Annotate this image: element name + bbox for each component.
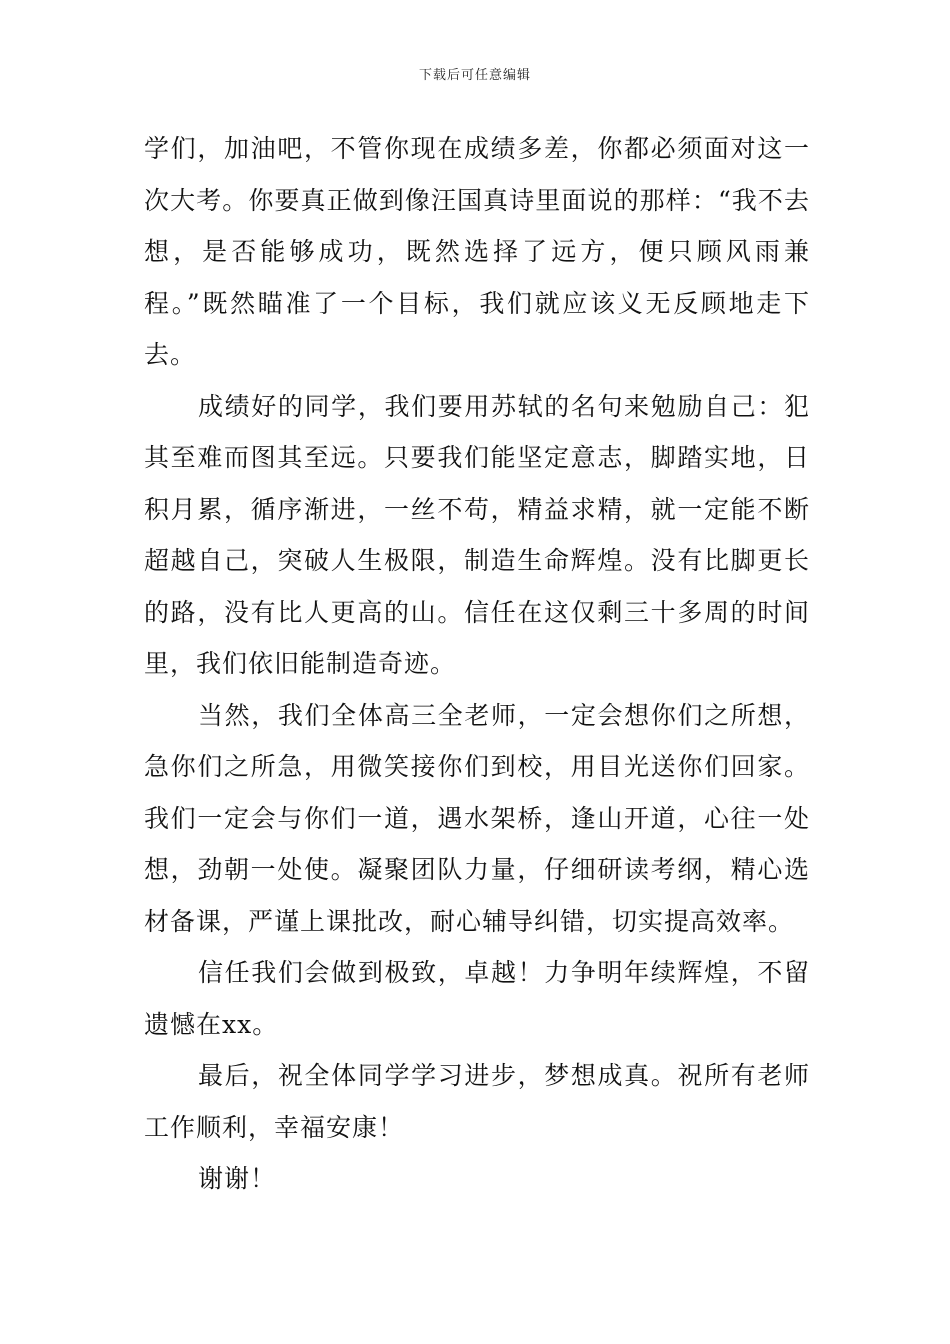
- paragraph-trust: 信任我们会做到极致，卓越！力争明年续辉煌，不留遗憾在xx。: [144, 958, 810, 1039]
- paragraph-teachers-promise: 当然，我们全体高三全老师，一定会想你们之所想，急你们之所急，用微笑接你们到校，用目光送你们回家。我们一定会与你们一道，遇水架桥，逢山开道，心往一处想，劲朝一处使。凝聚团队力量，仔细研读考纲，精心选材备课，严谨上课批改，耐心辅导纠错，切实提高效率。: [144, 700, 810, 936]
- paragraph-encourage-top-students: 成绩好的同学，我们要用苏轼的名句来勉励自己：犯其至难而图其至远。只要我们能坚定意志，脚踏实地，日积月累，循序渐进，一丝不苟，精益求精，就一定能不断超越自己，突破人生极限，制造生命辉煌。没有比脚更长的路，没有比人更高的山。信任在这仅剩三十多周的时间里，我们依旧能制造奇迹。: [144, 391, 810, 678]
- page-header: 下载后可任意编辑: [418, 68, 531, 83]
- paragraph-thanks: 谢谢！: [198, 1164, 277, 1193]
- paragraph-closing-wishes: 最后，祝全体同学学习进步，梦想成真。祝所有老师工作顺利，幸福安康！: [144, 1061, 810, 1142]
- paragraph-continued: 学们，加油吧，不管你现在成绩多差，你都必须面对这一次大考。你要真正做到像汪国真诗里面说的那样：“我不去想，是否能够成功，既然选择了远方，便只顾风雨兼程。”既然瞄准了一个目标，我们就应该义无反顾地走下去。: [144, 134, 810, 369]
- document-body: [144, 123, 810, 1205]
